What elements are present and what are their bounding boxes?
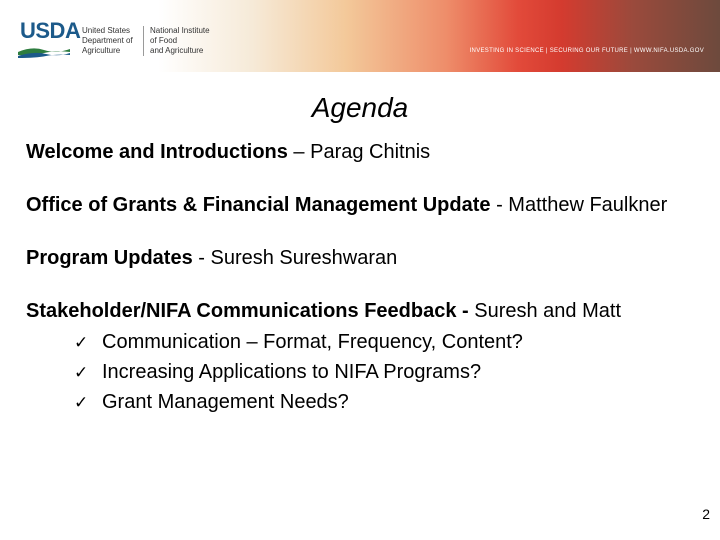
agenda-sub-item — [74, 328, 686, 358]
agenda-item — [26, 140, 686, 165]
agenda-item-presenter: - Suresh Sureshwaran — [192, 247, 398, 269]
agenda-sub-item — [74, 358, 686, 388]
agenda-item — [26, 193, 686, 218]
usda-hills-icon — [18, 44, 70, 58]
agenda-item — [26, 299, 686, 418]
agenda-item-presenter: – Parag Chitnis — [287, 141, 431, 163]
agenda-sub-item-text: Grant Management Needs? — [102, 391, 349, 413]
page-number: 2 — [702, 506, 710, 522]
agenda-list — [26, 140, 686, 446]
agenda-item-topic: Program Updates — [26, 247, 193, 269]
header-tagline: INVESTING IN SCIENCE | SECURING OUR FUTURE | WWW.NIFA.USDA.GOV — [469, 48, 704, 54]
header-banner — [0, 0, 720, 72]
checkmark-icon: ✓ — [74, 333, 89, 353]
agenda-sub-list — [26, 328, 686, 418]
usda-logo-text: USDA — [20, 18, 81, 43]
slide-title: Agenda — [311, 92, 409, 123]
agenda-item-presenter: Suresh and Matt — [474, 300, 621, 322]
checkmark-icon: ✓ — [74, 363, 89, 383]
agenda-item — [26, 246, 686, 271]
agency-name-usda: United States Department of Agriculture — [82, 26, 133, 55]
agenda-sub-item-text: Increasing Applications to NIFA Programs? — [102, 361, 482, 383]
agenda-item-topic: Stakeholder/NIFA Communications Feedback - — [26, 300, 475, 322]
agenda-sub-item-text: Communication – Format, Frequency, Content? — [102, 331, 523, 353]
checkmark-icon: ✓ — [74, 393, 89, 413]
agenda-item-presenter: - Matthew Faulkner — [490, 194, 668, 216]
agenda-item-topic: Office of Grants & Financial Management Update — [26, 194, 491, 216]
agenda-sub-item — [74, 388, 686, 418]
agenda-item-topic: Welcome and Introductions — [26, 141, 288, 163]
agency-name-nifa: National Institute of Food and Agriculture — [143, 26, 210, 56]
usda-logo-mark — [18, 18, 81, 58]
